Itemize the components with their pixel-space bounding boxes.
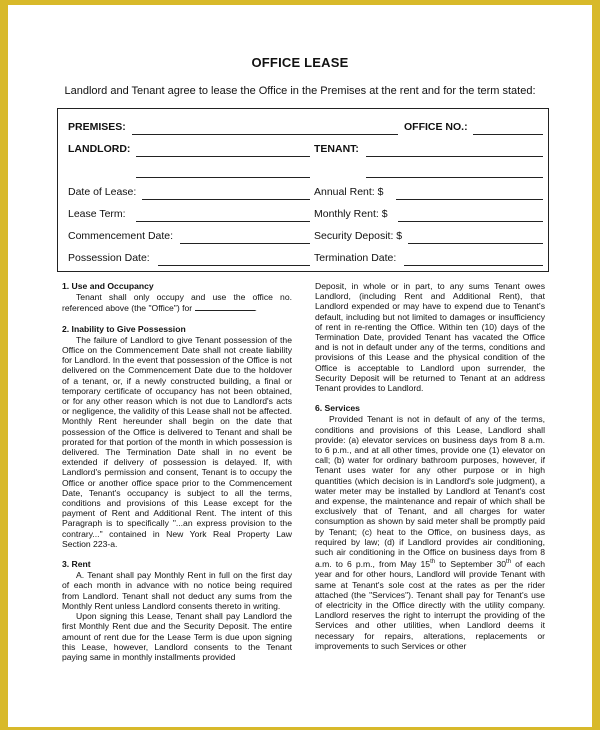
tenant-line[interactable] bbox=[366, 156, 543, 157]
monthly-rent-label: Monthly Rent: $ bbox=[314, 208, 388, 220]
commencement-date-label: Commencement Date: bbox=[68, 230, 174, 242]
lease-term-label: Lease Term: bbox=[68, 208, 126, 220]
section-3-para-b: Upon signing this Lease, Tenant shall pay Landlord the first Monthly Rent due and the Security Deposit. The entire amount of rent due for the Lease Term is due upon signing this Lease, however, Landlord consents to the Tenant paying same in monthly installments provided bbox=[62, 611, 292, 662]
section-2-heading: 2. Inability to Give Possession bbox=[62, 323, 186, 334]
lease-term-line[interactable] bbox=[136, 221, 310, 222]
left-column bbox=[62, 281, 292, 662]
security-deposit-continuation: Deposit, in whole or in part, to any sums Tenant owes Landlord, (including Rent and Additional Rent), that Landlord expended or may have to expend due to Tenant's default, including but not limited to damages or insufficiency of rent in re-renting the Office. Within ten (10) days of the Termination Date, provided Tenant has vacated the Office and is not in default under any of the terms, conditions and provisions of this Lease and the physical condition of the Office is acceptable to Landlord upon surrender, the Security Deposit will be returned to Tenant at an address Tenant provides to Landlord. bbox=[315, 281, 545, 394]
section-2-text: The failure of Landlord to give Tenant possession of the Office on the Commencement Date shall not create liability for Landlord. In the event that possession of the Office is not delivered on the Commencement Date due to the holdover of a tenant, or, if a newly constructed building, a final or temporary certificate of occupancy has not been obtained, or for any other reason which is not due to Landlord's acts or negligence, the validity of this Lease shall not be affected. Monthly Rent hereunder shall begin on the date that possession of the Office is delivered to Tenant and shall be prorated for that portion of the month in which possession is delivered. The Termination Date shall in no event be extended if delivery of possession is delayed. If, with Landlord's permission and consent, Tenant is to occupy the Office or another office space prior to the Commencement Date, Tenant's occupancy is subject to all the terms, conditions and provisions of this Lease except for the payment of Rent and Additional Rent. The intent of this Paragraph is to specifically "...an express provision to the contrary..." contained in New York Real Property Law Section 223-a. bbox=[62, 334, 292, 549]
possession-date-label: Possession Date: bbox=[68, 252, 150, 264]
security-deposit-line[interactable] bbox=[408, 243, 543, 244]
right-column bbox=[315, 281, 545, 651]
premises-line[interactable] bbox=[132, 134, 398, 135]
landlord-line[interactable] bbox=[136, 156, 310, 157]
landlord-label: LANDLORD: bbox=[68, 143, 131, 155]
lease-details-box bbox=[57, 108, 549, 272]
monthly-rent-line[interactable] bbox=[398, 221, 543, 222]
intro-text: Landlord and Tenant agree to lease the Office in the Premises at the rent and for the term stated: bbox=[64, 85, 536, 97]
section-1-heading: 1. Use and Occupancy bbox=[62, 281, 154, 291]
termination-date-line[interactable] bbox=[404, 265, 543, 266]
annual-rent-label: Annual Rent: $ bbox=[314, 186, 384, 198]
section-3-para-a: A. Tenant shall pay Monthly Rent in full on the first day of each month in advance with no notice being required from Landlord. Tenant shall not deduct any sums from the Monthly Rent unless Landlord consents thereto in writing. bbox=[62, 570, 292, 611]
document-title: OFFICE LEASE bbox=[251, 55, 349, 70]
section-6-heading: 6. Services bbox=[315, 403, 360, 414]
tenant-label: TENANT: bbox=[314, 143, 359, 155]
annual-rent-line[interactable] bbox=[396, 199, 543, 200]
premises-label: PREMISES: bbox=[68, 121, 126, 133]
tenant-line-2[interactable] bbox=[366, 177, 543, 178]
date-of-lease-label: Date of Lease: bbox=[68, 186, 137, 198]
section-1-text: Tenant shall only occupy and use the office no. referenced above (the "Office") for . bbox=[62, 292, 292, 314]
document-page bbox=[8, 5, 592, 727]
termination-date-label: Termination Date: bbox=[314, 252, 397, 264]
commencement-date-line[interactable] bbox=[180, 243, 310, 244]
possession-date-line[interactable] bbox=[158, 265, 310, 266]
office-no-label: OFFICE NO.: bbox=[404, 121, 468, 133]
section-6-text: Provided Tenant is not in default of any of the terms, conditions and provisions of this Lease, Landlord shall provide: (a) elevator services on business days from 8 a.m. to 6 p.m., and at all other times, provide one (1) elevator on call; (b) water for ordinary bathroom purposes, however, if Tenant uses water for any other purpose or in high quantities (which decision is in Landlord's sole judgment), a water meter may be installed by Landlord at Tenant's cost and expense, the maintenance and repair of which shall be exclusively that of Tenant, and all charges for water consumption as shown by said meter shall be promptly paid by Tenant; (c) heat to the Office, on business days, as required by law; (d) if Landlord provides air conditioning, such air conditioning in the Office on business days from 8 a.m. to 6 p.m., from May 15th to September 30th of each year and for other hours, Landlord will provide Tenant with same at Tenant's sole cost at the rates as per the rider attached (the "Services"). Tenant shall pay for Tenant's use of electricity in the Office directly with the utility company. Landlord reserves the right to interrupt the providing of the Services and other utilities, when Landlord deems it necessary for repairs, alterations, replacements or improvements to such Services or other bbox=[315, 414, 545, 651]
date-of-lease-line[interactable] bbox=[142, 199, 310, 200]
section-3-heading: 3. Rent bbox=[62, 559, 91, 570]
security-deposit-label: Security Deposit: $ bbox=[314, 230, 403, 242]
use-blank-line[interactable] bbox=[195, 302, 255, 311]
office-no-line[interactable] bbox=[473, 134, 543, 135]
landlord-line-2[interactable] bbox=[136, 177, 310, 178]
